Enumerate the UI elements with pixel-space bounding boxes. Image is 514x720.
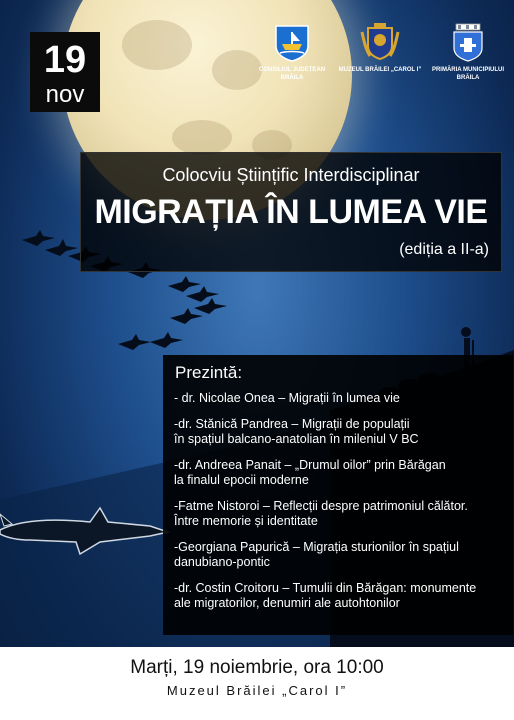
event-date-badge [30, 32, 100, 112]
event-datetime: Marți, 19 noiembrie, ora 10:00 [130, 657, 384, 678]
list-item: -dr. Stănică Pandrea – Migrații de populații în spațiul balcano-anatolian în mileniul V BC [174, 417, 419, 446]
program-heading: Prezintă: [175, 363, 243, 382]
list-item: -dr. Costin Croitoru – Tumulii din Bărăgan: monumente ale migratorilor, denumiri ale autohtonilor [174, 581, 477, 610]
event-title-panel [80, 152, 502, 272]
logo-label: MUZEUL BRĂILEI „CAROL I” [338, 67, 422, 73]
event-subtitle: Colocviu Științific Interdisciplinar [162, 165, 420, 185]
city-hall-logo [426, 22, 510, 82]
list-item: -Fatme Nistoroi – Reflecții despre patrimoniul călător. Între memorie și identitate [174, 499, 468, 528]
county-crest-icon [272, 22, 312, 62]
event-footer [0, 647, 514, 720]
museum-crest-icon [360, 22, 400, 62]
museum-logo [338, 22, 422, 74]
logo-label: CONSILIUL JUDEȚEAN BRĂILA [258, 67, 326, 81]
logo-label: PRIMĂRIA MUNICIPIULUI BRĂILA [431, 67, 505, 81]
county-council-logo [250, 22, 334, 82]
program-list [174, 391, 510, 622]
partner-logos [250, 22, 514, 92]
date-day: 19 [43, 39, 87, 81]
list-item: -Georgiana Papurică – Migrația sturionilor în spațiul danubiano-pontic [174, 540, 459, 569]
program-panel [163, 355, 513, 635]
sturgeon-fish-illustration [0, 490, 170, 570]
date-month: nov [45, 81, 85, 108]
event-venue: Muzeul Brăilei „Carol I” [166, 683, 348, 698]
event-edition: (ediția a II-a) [399, 241, 489, 258]
event-title: MIGRAȚIA ÎN LUMEA VIE [94, 193, 488, 231]
list-item: -dr. Andreea Panait – „Drumul oilor” prin Bărăgan la finalul epocii moderne [174, 458, 446, 487]
city-crest-icon [448, 22, 488, 62]
list-item: - dr. Nicolae Onea – Migrații în lumea vie [174, 391, 400, 405]
